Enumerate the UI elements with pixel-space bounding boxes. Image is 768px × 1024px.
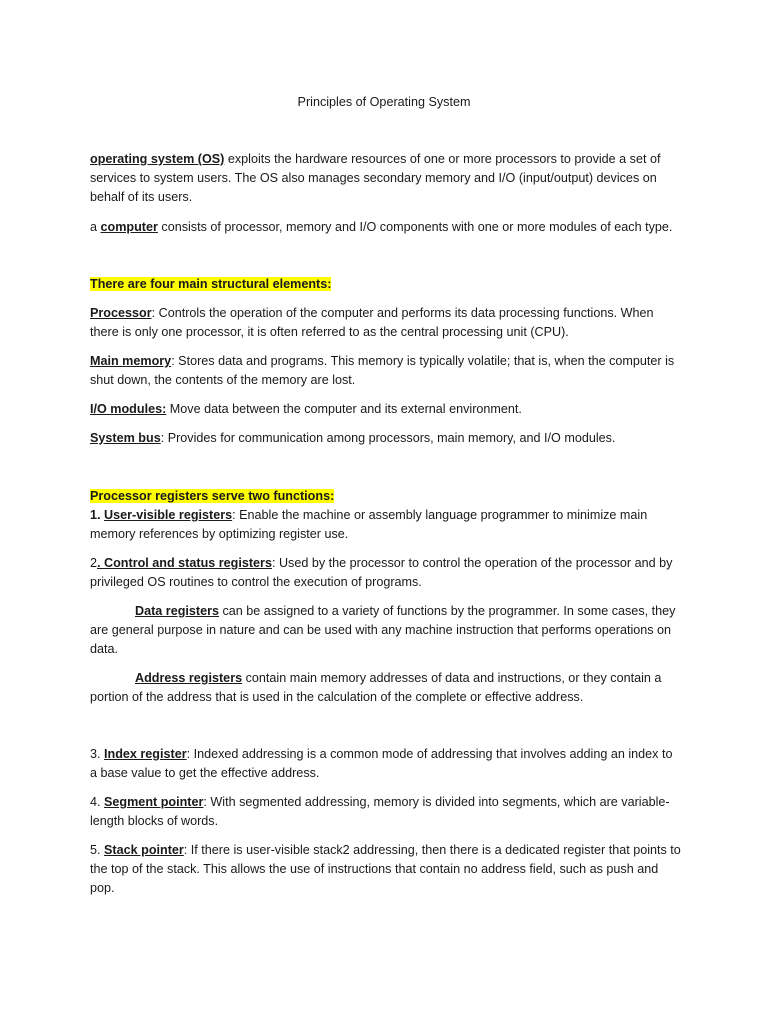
control-status-registers-text: : Used by the processor to control the operation of the processor and by privileged OS routines to control the execution of programs. (90, 556, 673, 589)
os-term: operating system (OS) (90, 152, 225, 166)
segment-pointer-term: Segment pointer (104, 795, 204, 809)
item1-number: 1. (90, 508, 105, 522)
index-register-text: : Indexed addressing is a common mode of addressing that involves adding an index to a base value to get the effective address. (90, 747, 673, 780)
io-modules-paragraph (90, 400, 682, 419)
processor-term: Processor (90, 306, 152, 320)
processor-text: : Controls the operation of the computer and performs its data processing functions. When there is only one processor, it is often referred to as the central processing unit (CPU). (90, 306, 654, 339)
index-register-paragraph (90, 745, 682, 783)
document-title: Principles of Operating System (297, 95, 471, 109)
highlighted-heading: There are four main structural elements: (90, 277, 332, 291)
system-bus-paragraph (90, 429, 682, 448)
address-registers-text: contain main memory addresses of data and instructions, or they contain a portion of the address that is used in the calculation of the complete or effective address. (90, 671, 662, 704)
computer-prefix: a (90, 220, 101, 234)
segment-pointer-text: : With segmented addressing, memory is divided into segments, which are variable-length blocks of words. (90, 795, 670, 828)
item5-number: 5. (90, 843, 105, 857)
stack-pointer-text: : If there is user-visible stack2 addressing, then there is a dedicated register that points to the top of the stack. This allows the use of instructions that contain no address field, such as push and pop. (90, 843, 681, 895)
stack-pointer-paragraph (90, 841, 682, 898)
item4-number: 4. (90, 795, 105, 809)
address-registers-term: Address registers (135, 671, 243, 685)
os-definition-text: exploits the hardware resources of one or more processors to provide a set of services to system users. The OS also manages secondary memory and I/O (input/output) devices on behalf of its users. (90, 152, 661, 204)
stack-pointer-term: Stack pointer (104, 843, 184, 857)
structural-elements-heading (90, 275, 682, 294)
io-modules-text: Move data between the computer and its external environment. (166, 402, 522, 416)
os-definition-paragraph (90, 150, 682, 207)
computer-definition-paragraph (90, 218, 682, 237)
address-registers-paragraph (90, 669, 682, 707)
user-visible-registers-text: : Enable the machine or assembly language programmer to minimize main memory references by optimizing register use. (90, 508, 648, 541)
computer-term: computer (100, 220, 158, 234)
user-visible-registers-term: User-visible registers (104, 508, 233, 522)
control-status-registers-term: . Control and status registers (97, 556, 272, 570)
io-modules-term: I/O modules: (90, 402, 167, 416)
item2-number: 2 (90, 556, 98, 570)
item3-number: 3. (90, 747, 105, 761)
data-registers-paragraph (90, 602, 682, 659)
control-status-registers-paragraph (90, 554, 682, 592)
computer-definition-text: consists of processor, memory and I/O components with one or more modules of each type. (157, 220, 673, 234)
main-memory-text: : Stores data and programs. This memory is typically volatile; that is, when the computer is shut down, the contents of the memory are lost. (90, 354, 675, 387)
index-register-term: Index register (104, 747, 187, 761)
processor-paragraph (90, 304, 682, 342)
system-bus-term: System bus (90, 431, 161, 445)
system-bus-text: : Provides for communication among processors, main memory, and I/O modules. (160, 431, 616, 445)
data-registers-text: can be assigned to a variety of functions by the programmer. In some cases, they are general purpose in nature and can be used with any machine instruction that performs operations on data. (90, 604, 676, 656)
registers-section (90, 487, 682, 544)
segment-pointer-paragraph (90, 793, 682, 831)
data-registers-term: Data registers (135, 604, 219, 618)
main-memory-term: Main memory (90, 354, 172, 368)
registers-heading: Processor registers serve two functions: (90, 489, 335, 503)
main-memory-paragraph (90, 352, 682, 390)
